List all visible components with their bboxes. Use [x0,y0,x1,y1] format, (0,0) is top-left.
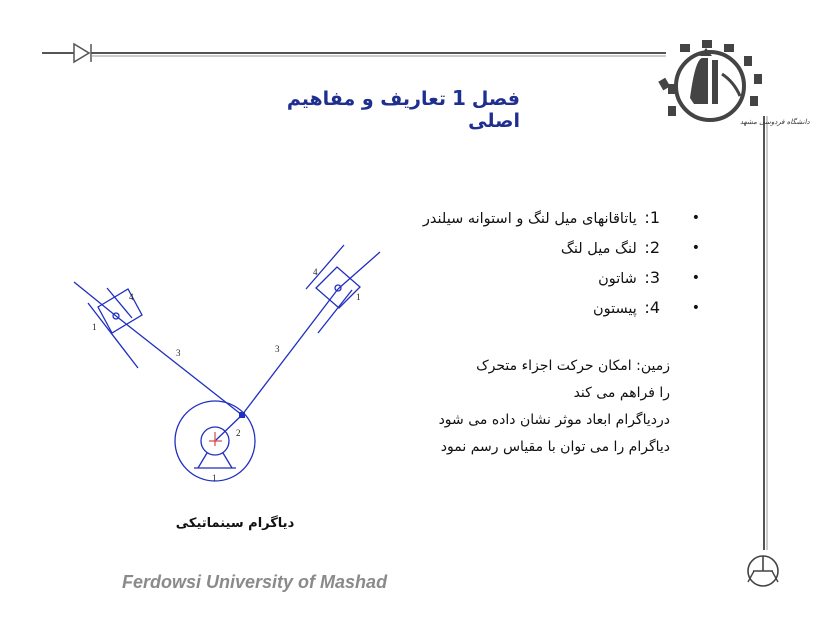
logo-caption: دانشگاه فردوسی مشهد [740,118,810,126]
list-item: • 3: شاتون [598,268,700,287]
right-connecting-rod [242,289,338,415]
label-ground-bottom: 1 [212,473,217,483]
paragraph-line: زمین: امکان حرکت اجزاء متحرک [476,358,670,374]
label-rod-left: 3 [176,348,181,358]
label-crank: 2 [236,428,241,438]
crank-pin-joint [239,412,245,418]
label-ground-left: 1 [92,322,97,332]
label-ground-right: 1 [356,292,361,302]
paragraph-line: را فراهم می کند [573,385,670,401]
title-number: 1 [451,86,466,110]
ground-support [223,453,232,468]
left-cylinder-axis [74,282,116,316]
left-piston-block [98,289,142,333]
label-piston-right: 4 [313,267,318,277]
right-cylinder-wall [306,245,344,289]
paragraph-line: دردیاگرام ابعاد موثر نشان داده می شود [438,412,670,428]
footer-university-name: Ferdowsi University of Mashad [122,572,388,592]
title-text: تعاریف و مفاهیم اصلی [286,88,520,132]
list-item: • 1: یاتاقانهای میل لنگ و استوانه سیلندر [422,208,700,227]
right-piston-block [316,267,360,308]
right-cylinder-wall [318,290,352,333]
ground-support [198,453,207,468]
list-item: • 2: لنگ میل لنگ [560,238,700,257]
paragraph-line: دیاگرام را می توان با مقیاس رسم نمود [440,439,670,455]
left-connecting-rod [116,316,242,415]
right-cylinder-axis [338,252,380,289]
title-prefix: فصل [471,88,520,110]
label-rod-right: 3 [275,344,280,354]
diagram-caption: دیاگرام سینماتیکی [175,516,295,531]
list-item: • 4: پیستون [592,298,700,317]
label-piston-left: 4 [129,292,134,302]
